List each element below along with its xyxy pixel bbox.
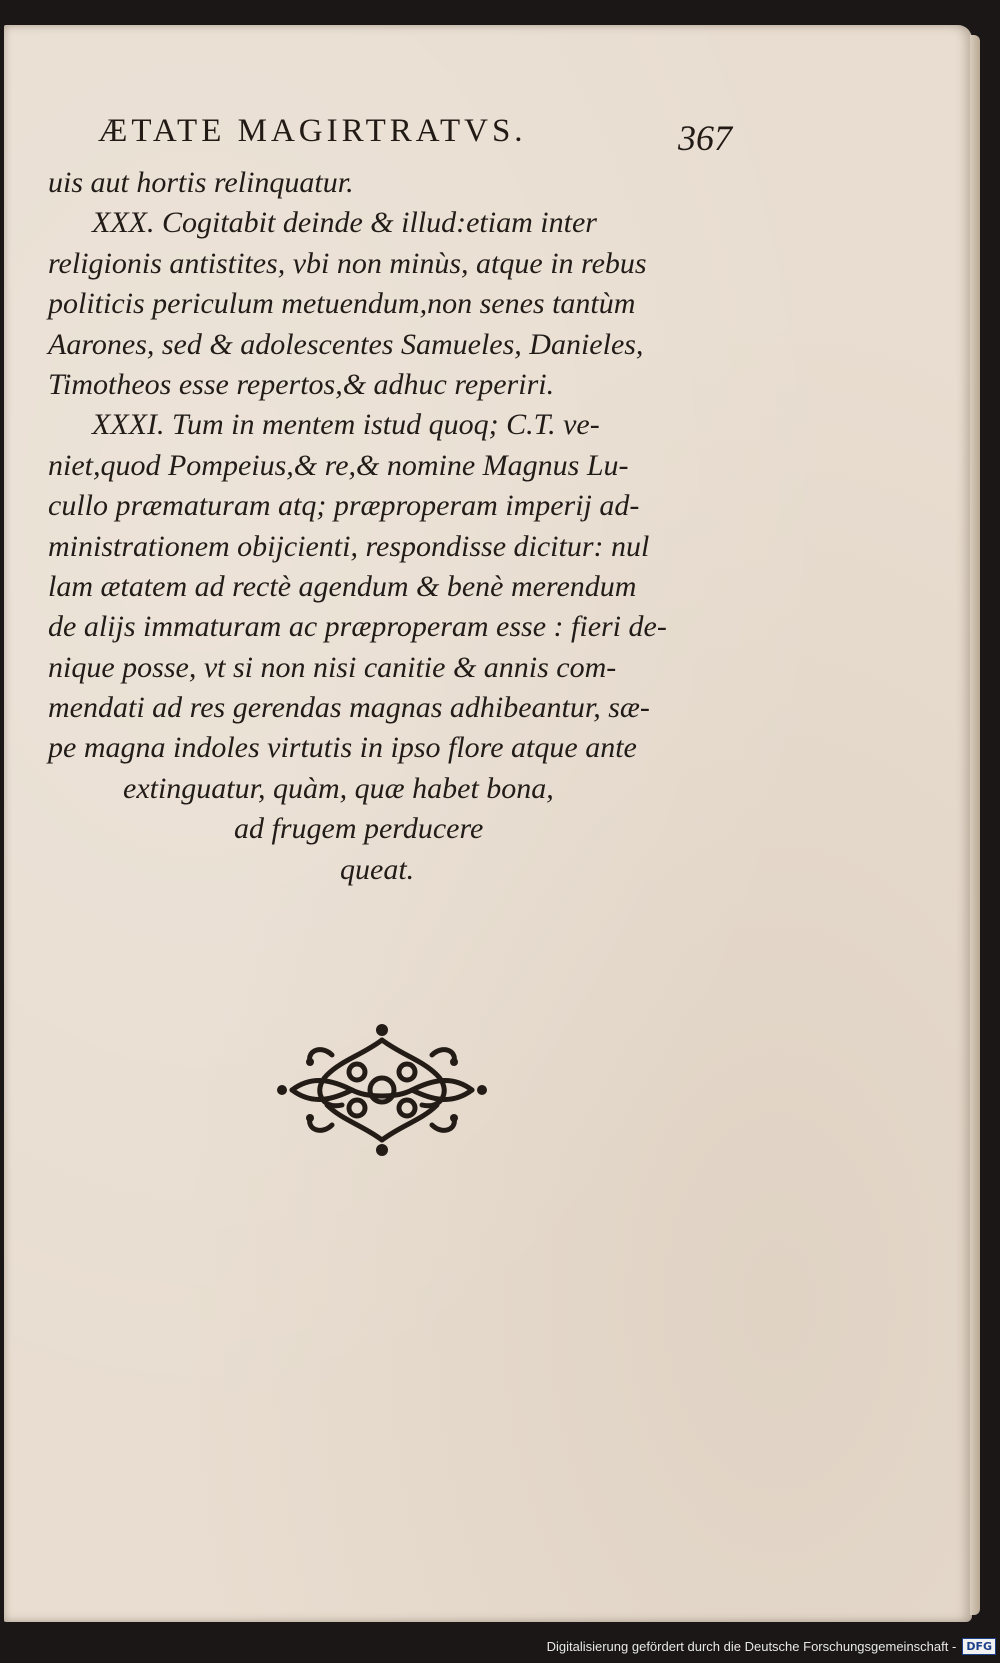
- digitization-credit: [547, 1633, 996, 1659]
- text-line: politicis periculum metuendum,non senes tantùm: [48, 287, 636, 321]
- text-line: mendati ad res gerendas magnas adhibeantur, sæ-: [48, 691, 650, 725]
- printers-ornament-icon: [272, 1020, 492, 1160]
- text-line: pe magna indoles virtutis in ipso flore atque ante: [48, 731, 637, 765]
- page-header: [98, 113, 932, 163]
- running-title: ÆTATE MAGIRTRATVS.: [98, 113, 527, 149]
- text-line: extinguatur, quàm, quæ habet bona,: [123, 771, 554, 805]
- page-number: 367: [678, 118, 732, 158]
- text-line: XXXI. Tum in mentem istud quoq; C.T. ve-: [92, 408, 600, 442]
- text-line: uis aut hortis relinquatur.: [48, 166, 354, 199]
- text-line: religionis antistites, vbi non minùs, atque in rebus: [48, 246, 647, 280]
- text-line: nique posse, vt si non nisi canitie & annis com-: [48, 650, 617, 684]
- text-line: Aarones, sed & adolescentes Samueles, Danieles,: [48, 327, 644, 361]
- dfg-logo: DFG: [962, 1638, 996, 1655]
- text-line: ad frugem perducere: [234, 812, 484, 846]
- body-text: [48, 163, 738, 890]
- page-edge: [970, 35, 980, 1615]
- credit-text: Digitalisierung gefördert durch die Deutsche Forschungsgemeinschaft -: [546, 1638, 957, 1654]
- text-line: queat.: [340, 852, 415, 886]
- text-line: lam ætatem ad rectè agendum & benè merendum: [48, 569, 637, 603]
- text-line: Timotheos esse repertos,& adhuc reperiri.: [48, 367, 555, 401]
- text-line: ministrationem obijcienti, respondisse dicitur: nul: [48, 529, 650, 563]
- text-line: cullo præmaturam atq; præproperam imperij ad-: [48, 489, 640, 523]
- text-line: de alijs immaturam ac præproperam esse : fieri de-: [48, 610, 667, 644]
- text-line: XXX. Cogitabit deinde & illud:etiam inter: [92, 206, 597, 240]
- text-line: niet,quod Pompeius,& re,& nomine Magnus Lu-: [48, 448, 629, 482]
- book-page: [4, 25, 972, 1622]
